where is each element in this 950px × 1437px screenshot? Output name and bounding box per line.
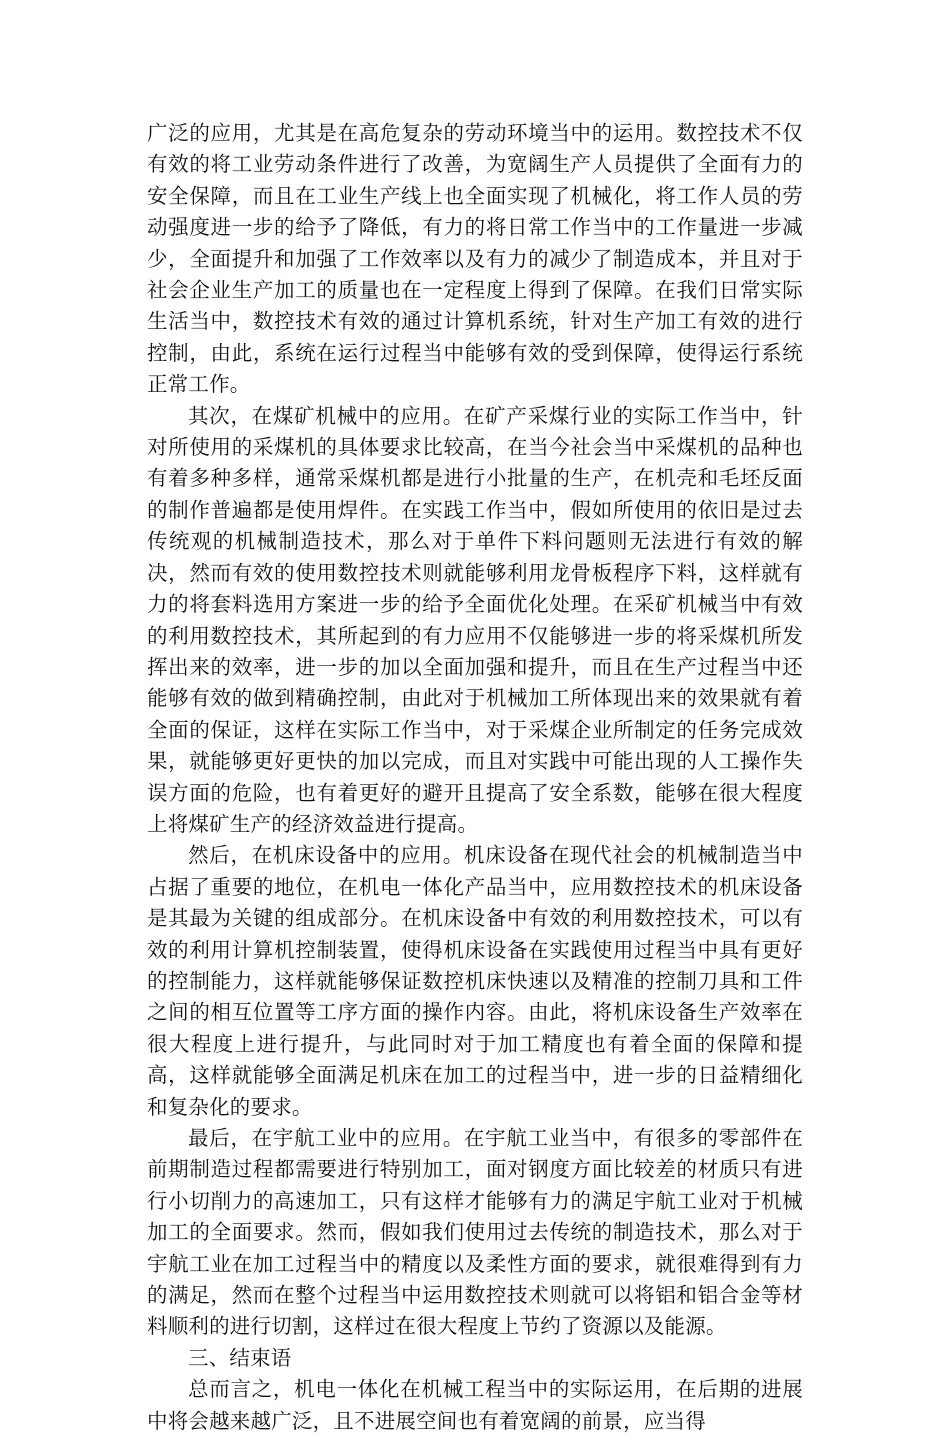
paragraph-cnc-safety: 广泛的应用，尤其是在高危复杂的劳动环境当中的运用。数控技术不仅有效的将工业劳动条件进行了改善，为宽阔生产人员提供了全面有力的安全保障，而且在工业生产线上也全面实现了机械化，将工作人员的劳动强度进一步的给予了降低，有力的将日常工作当中的工作量进一步减少，全面提升和加强了工作效率以及有力的减少了制造成本，并且对于社会企业生产加工的质量也在一定程度上得到了保障。在我们日常实际生活当中，数控技术有效的通过计算机系统，针对生产加工有效的进行控制，由此，系统在运行过程当中能够有效的受到保障，使得运行系统正常工作。: [147, 121, 803, 397]
paragraph-machine-tools: 然后，在机床设备中的应用。机床设备在现代社会的机械制造当中占据了重要的地位，在机电一体化产品当中，应用数控技术的机床设备是其最为关键的组成部分。在机床设备中有效的利用数控技术，可以有效的利用计算机控制装置，使得机床设备在实践使用过程当中具有更好的控制能力，这样就能够保证数控机床快速以及精准的控制刀具和工件之间的相互位置等工序方面的操作内容。由此，将机床设备生产效率在很大程度上进行提升，与此同时对于加工精度也有着全面的保障和提高，这样就能够全面满足机床在加工的过程当中，进一步的日益精细化和复杂化的要求。: [147, 843, 803, 1119]
paragraph-conclusion: 总而言之，机电一体化在机械工程当中的实际运用，在后期的进展中将会越来越广泛，且不进展空间也有着宽阔的前景，应当得: [147, 1377, 803, 1433]
document-body: [147, 118, 803, 1437]
section-heading-conclusion: 三、结束语: [188, 1345, 292, 1370]
paragraph-aerospace: 最后，在宇航工业中的应用。在宇航工业当中，有很多的零部件在前期制造过程都需要进行特别加工，面对钢度方面比较差的材质只有进行小切削力的高速加工，只有这样才能够有力的满足宇航工业对于机械加工的全面要求。然而，假如我们使用过去传统的制造技术，那么对于宇航工业在加工过程当中的精度以及柔性方面的要求，就很难得到有力的满足，然而在整个过程当中运用数控技术则就可以将铝和铝合金等材料顺利的进行切割，这样过在很大程度上节约了资源以及能源。: [147, 1126, 803, 1339]
paragraph-coal-mining: 其次，在煤矿机械中的应用。在矿产采煤行业的实际工作当中，针对所使用的采煤机的具体要求比较高，在当今社会当中采煤机的品种也有着多种多样，通常采煤机都是进行小批量的生产，在机壳和毛坯反面的制作普遍都是使用焊件。在实践工作当中，假如所使用的依旧是过去传统观的机械制造技术，那么对于单件下料问题则无法进行有效的解决，然而有效的使用数控技术则就能够利用龙骨板程序下料，这样就有力的将套料选用方案进一步的给予全面优化处理。在采矿机械当中有效的利用数控技术，其所起到的有力应用不仅能够进一步的将采煤机所发挥出来的效率，进一步的加以全面加强和提升，而且在生产过程当中还能够有效的做到精确控制，由此对于机械加工所体现出来的效果就有着全面的保证，这样在实际工作当中，对于采煤企业所制定的任务完成效果，就能够更好更快的加以完成，而且对实践中可能出现的人工操作失误方面的危险，也有着更好的避开且提高了安全系数，能够在很大程度上将煤矿生产的经济效益进行提高。: [147, 403, 803, 836]
